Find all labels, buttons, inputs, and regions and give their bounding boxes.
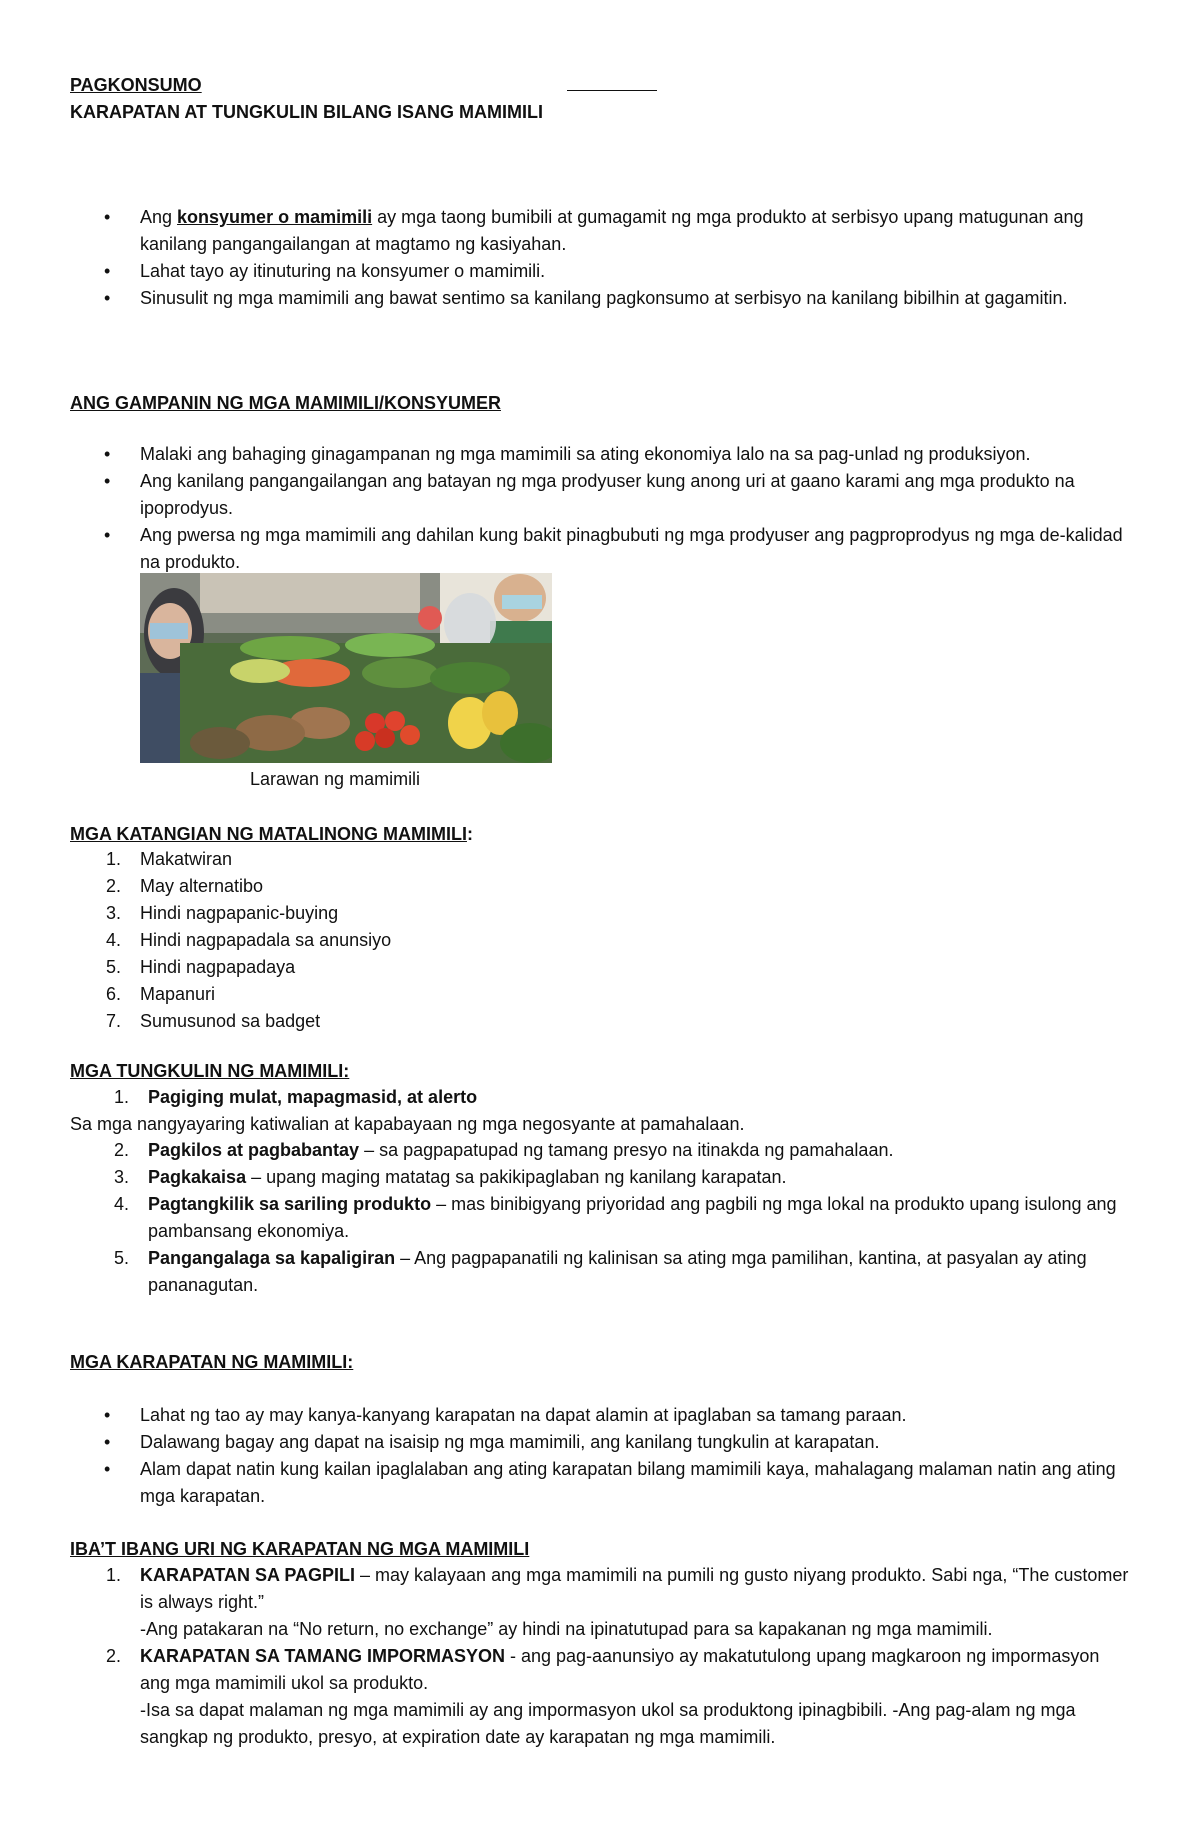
list-item: 1. KARAPATAN SA PAGPILI – may kalayaan ang mga mamimili na pumili ng gusto niyang produkto. Sabi nga, “The customer is always right.” -Ang patakaran na “No return, no exchange” ay hindi na ipinatutupad para sa kapakanan ng mga mamimili. [106,1565,1129,1639]
doc-title-line [70,72,657,99]
list-item: • Ang pwersa ng mga mamimili ang dahilan kung bakit pinagbubuti ng mga prodyuser ang pagproprodyus ng mga de-kalidad na produkto. [70,522,1140,576]
list-item: 2. May alternatibo [106,876,264,896]
list-item: 3. Pagkakaisa – upang maging matatag sa pakikipaglaban ng kanilang karapatan. [114,1167,787,1187]
list-item: 7. Sumusunod sa badget [106,1011,321,1031]
katangian-heading-line: MGA KATANGIAN NG MATALINONG MAMIMILI: [70,824,473,844]
list-item: 5. Hindi nagpapadaya [106,957,296,977]
doc-subtitle: KARAPATAN AT TUNGKULIN BILANG ISANG MAMIMILI [70,102,543,122]
list-item: 4. Hindi nagpapadala sa anunsiyo [106,930,392,950]
list-item: • Ang konsyumer o mamimili ay mga taong bumibili at gumagamit ng mga produkto at serbisyo upang matugunan ang kanilang pangangailangan at magtamo ng kasiyahan. [70,204,1140,258]
tungkulin-first [70,1084,1140,1111]
gampanin-list [70,441,1140,576]
list-item: • Lahat ng tao ay may kanya-kanyang karapatan na dapat alamin at ipaglaban sa tamang paraan. [70,1402,1140,1429]
uri-heading: IBA’T IBANG URI NG KARAPATAN NG MGA MAMIMILI [70,1539,530,1559]
list-item: • Alam dapat natin kung kailan ipaglalaban ang ating karapatan bilang mamimili kaya, mahalagang malaman natin ang ating mga karapatan. [70,1456,1140,1510]
tungkulin-note: Sa mga nangyayaring katiwalian at kapabayaan ng mga negosyante at pamahalaan. [70,1114,745,1134]
tungkulin-list [70,1137,1120,1299]
list-item: 4. Pagtangkilik sa sariling produkto – mas binibigyang priyoridad ang pagbili ng mga lokal na produkto upang isulong ang pambansang ekonomiya. [114,1194,1117,1241]
gampanin-heading: ANG GAMPANIN NG MGA MAMIMILI/KONSYUMER [70,393,501,413]
karapatan-heading: MGA KARAPATAN NG MAMIMILI: [70,1352,354,1372]
intro-list [70,204,1140,312]
list-item: • Lahat tayo ay itinuturing na konsyumer o mamimili. [70,258,1140,285]
tungkulin-heading: MGA TUNGKULIN NG MAMIMILI: [70,1061,350,1081]
list-item: 2. KARAPATAN SA TAMANG IMPORMASYON - ang pag-aanunsiyo ay makatutulong upang magkaroon ng impormasyon ang mga mamimili ukol sa produkto. -Isa sa dapat malaman ng mga mamimili ay ang impormasyon ukol sa produktong ipinagbibili. -Ang pag-alam ng mga sangkap ng produkto, presyo, at expiration date ay karapatan ng mga mamimili. [106,1646,1100,1747]
market-photo [140,573,552,763]
list-item: • Malaki ang bahaging ginagampanan ng mga mamimili sa ating ekonomiya lalo na sa pag-unlad ng produksiyon. [70,441,1140,468]
photo-caption: Larawan ng mamimili [250,769,421,789]
katangian-heading: MGA KATANGIAN NG MATALINONG MAMIMILI [70,824,467,844]
market-vegetables-illustration [140,573,552,763]
list-item: • Ang kanilang pangangailangan ang batayan ng mga prodyuser kung anong uri at gaano karami ang mga produkto na ipoprodyus. [70,468,1140,522]
list-item: 1. Makatwiran [106,849,233,869]
name-blank-line [567,72,657,91]
karapatan-list [70,1402,1140,1510]
katangian-list [70,846,391,1035]
list-item: 2. Pagkilos at pagbabantay – sa pagpapatupad ng tamang presyo na itinakda ng pamahalaan. [114,1140,894,1160]
list-item: 6. Mapanuri [106,984,216,1004]
konsyumer-term: konsyumer o mamimili [177,207,373,227]
list-item: 3. Hindi nagpapanic-buying [106,903,339,923]
doc-title: PAGKONSUMO [70,75,202,95]
list-item: • Dalawang bagay ang dapat na isaisip ng mga mamimili, ang kanilang tungkulin at karapatan. [70,1429,1140,1456]
list-item: 1. Pagiging mulat, mapagmasid, at alerto [114,1087,478,1107]
list-item: • Sinusulit ng mga mamimili ang bawat sentimo sa kanilang pagkonsumo at serbisyo na kanilang bibilhin at gagamitin. [70,285,1140,312]
uri-list [70,1562,1130,1751]
list-item: 5. Pangangalaga sa kapaligiran – Ang pagpapanatili ng kalinisan sa ating mga pamilihan, kantina, at pasyalan ay ating pananagutan. [114,1248,1087,1295]
